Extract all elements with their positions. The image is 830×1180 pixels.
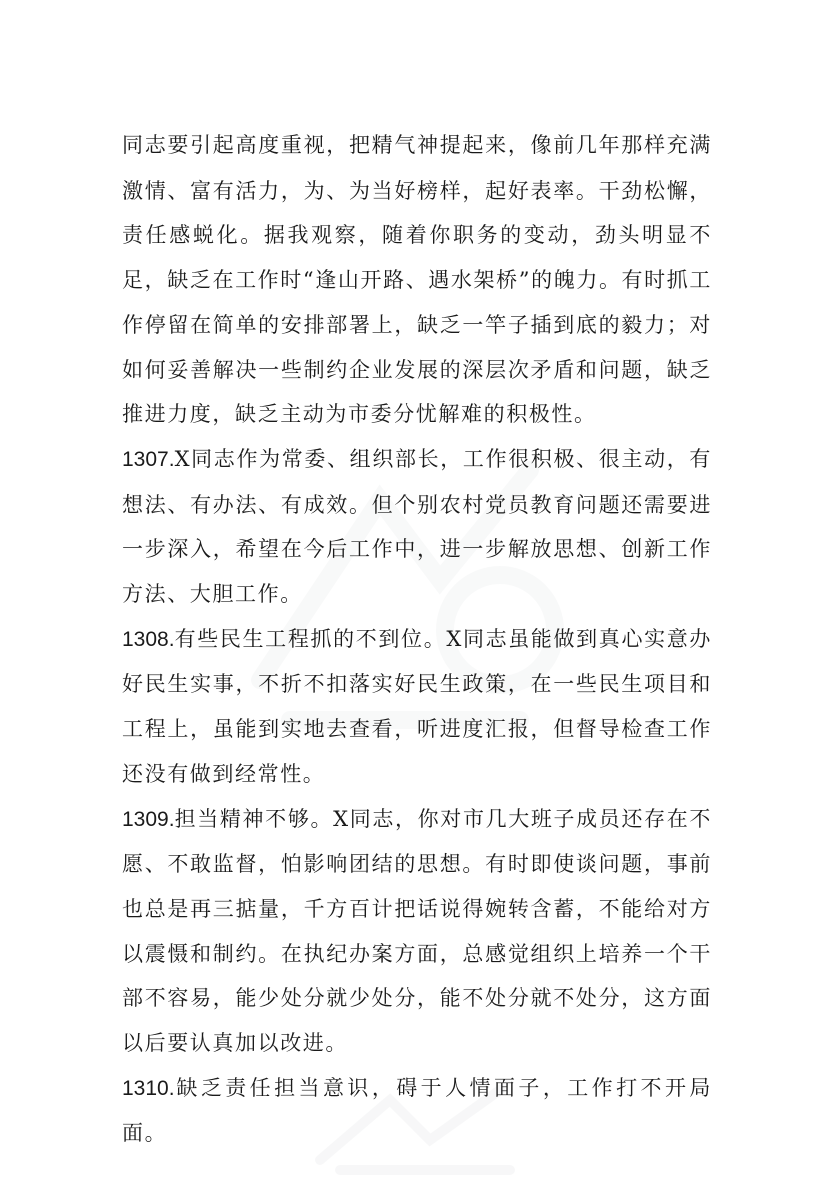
paragraph-number: 1307.: [122, 447, 175, 471]
paragraph-text: 担当精神不够。X同志，你对市几大班子成员还存在不愿、不敢监督，怕影响团结的思想。有时即使谈问题，事前也总是再三掂量，千方百计把话说得婉转含蓄，不能给对方以震慑和制约。在执纪办案方面，总感觉组织上培养一个干部不容易，能少处分就少处分，能不处分就不处分，这方面以后要认真加以改进。: [122, 806, 712, 1056]
paragraph-1309: [122, 797, 712, 1066]
paragraph-text: X同志作为常委、组织部长，工作很积极、很主动，有想法、有办法、有成效。但个别农村党员教育问题还需要进一步深入，希望在今后工作中，进一步解放思想、创新工作方法、大胆工作。: [122, 446, 712, 607]
paragraph-continued: [122, 123, 712, 437]
paragraph-number: 1310.: [122, 1076, 175, 1100]
document-body: [122, 123, 712, 1156]
paragraph-1307: [122, 437, 712, 617]
paragraph-text: 同志要引起高度重视，把精气神提起来，像前几年那样充满激情、富有活力，为、为当好榜样，起好表率。干劲松懈，责任感蜕化。据我观察，随着你职务的变动，劲头明显不足，缺乏在工作时“逢山开路、遇水架桥”的魄力。有时抓工作停留在简单的安排部署上，缺乏一竿子插到底的毅力；对如何妥善解决一些制约企业发展的深层次矛盾和问题，缺乏推进力度，缺乏主动为市委分忧解难的积极性。: [122, 133, 712, 427]
paragraph-text: 缺乏责任担当意识，碍于人情面子，工作打不开局面。: [122, 1075, 712, 1146]
paragraph-text: 有些民生工程抓的不到位。X同志虽能做到真心实意办好民生实事，不折不扣落实好民生政策，在一些民生项目和工程上，虽能到实地去查看，听进度汇报，但督导检查工作还没有做到经常性。: [122, 626, 712, 786]
paragraph-1310: [122, 1066, 712, 1156]
paragraph-number: 1309.: [122, 807, 175, 831]
paragraph-1308: [122, 617, 712, 797]
paragraph-number: 1308.: [122, 627, 175, 651]
